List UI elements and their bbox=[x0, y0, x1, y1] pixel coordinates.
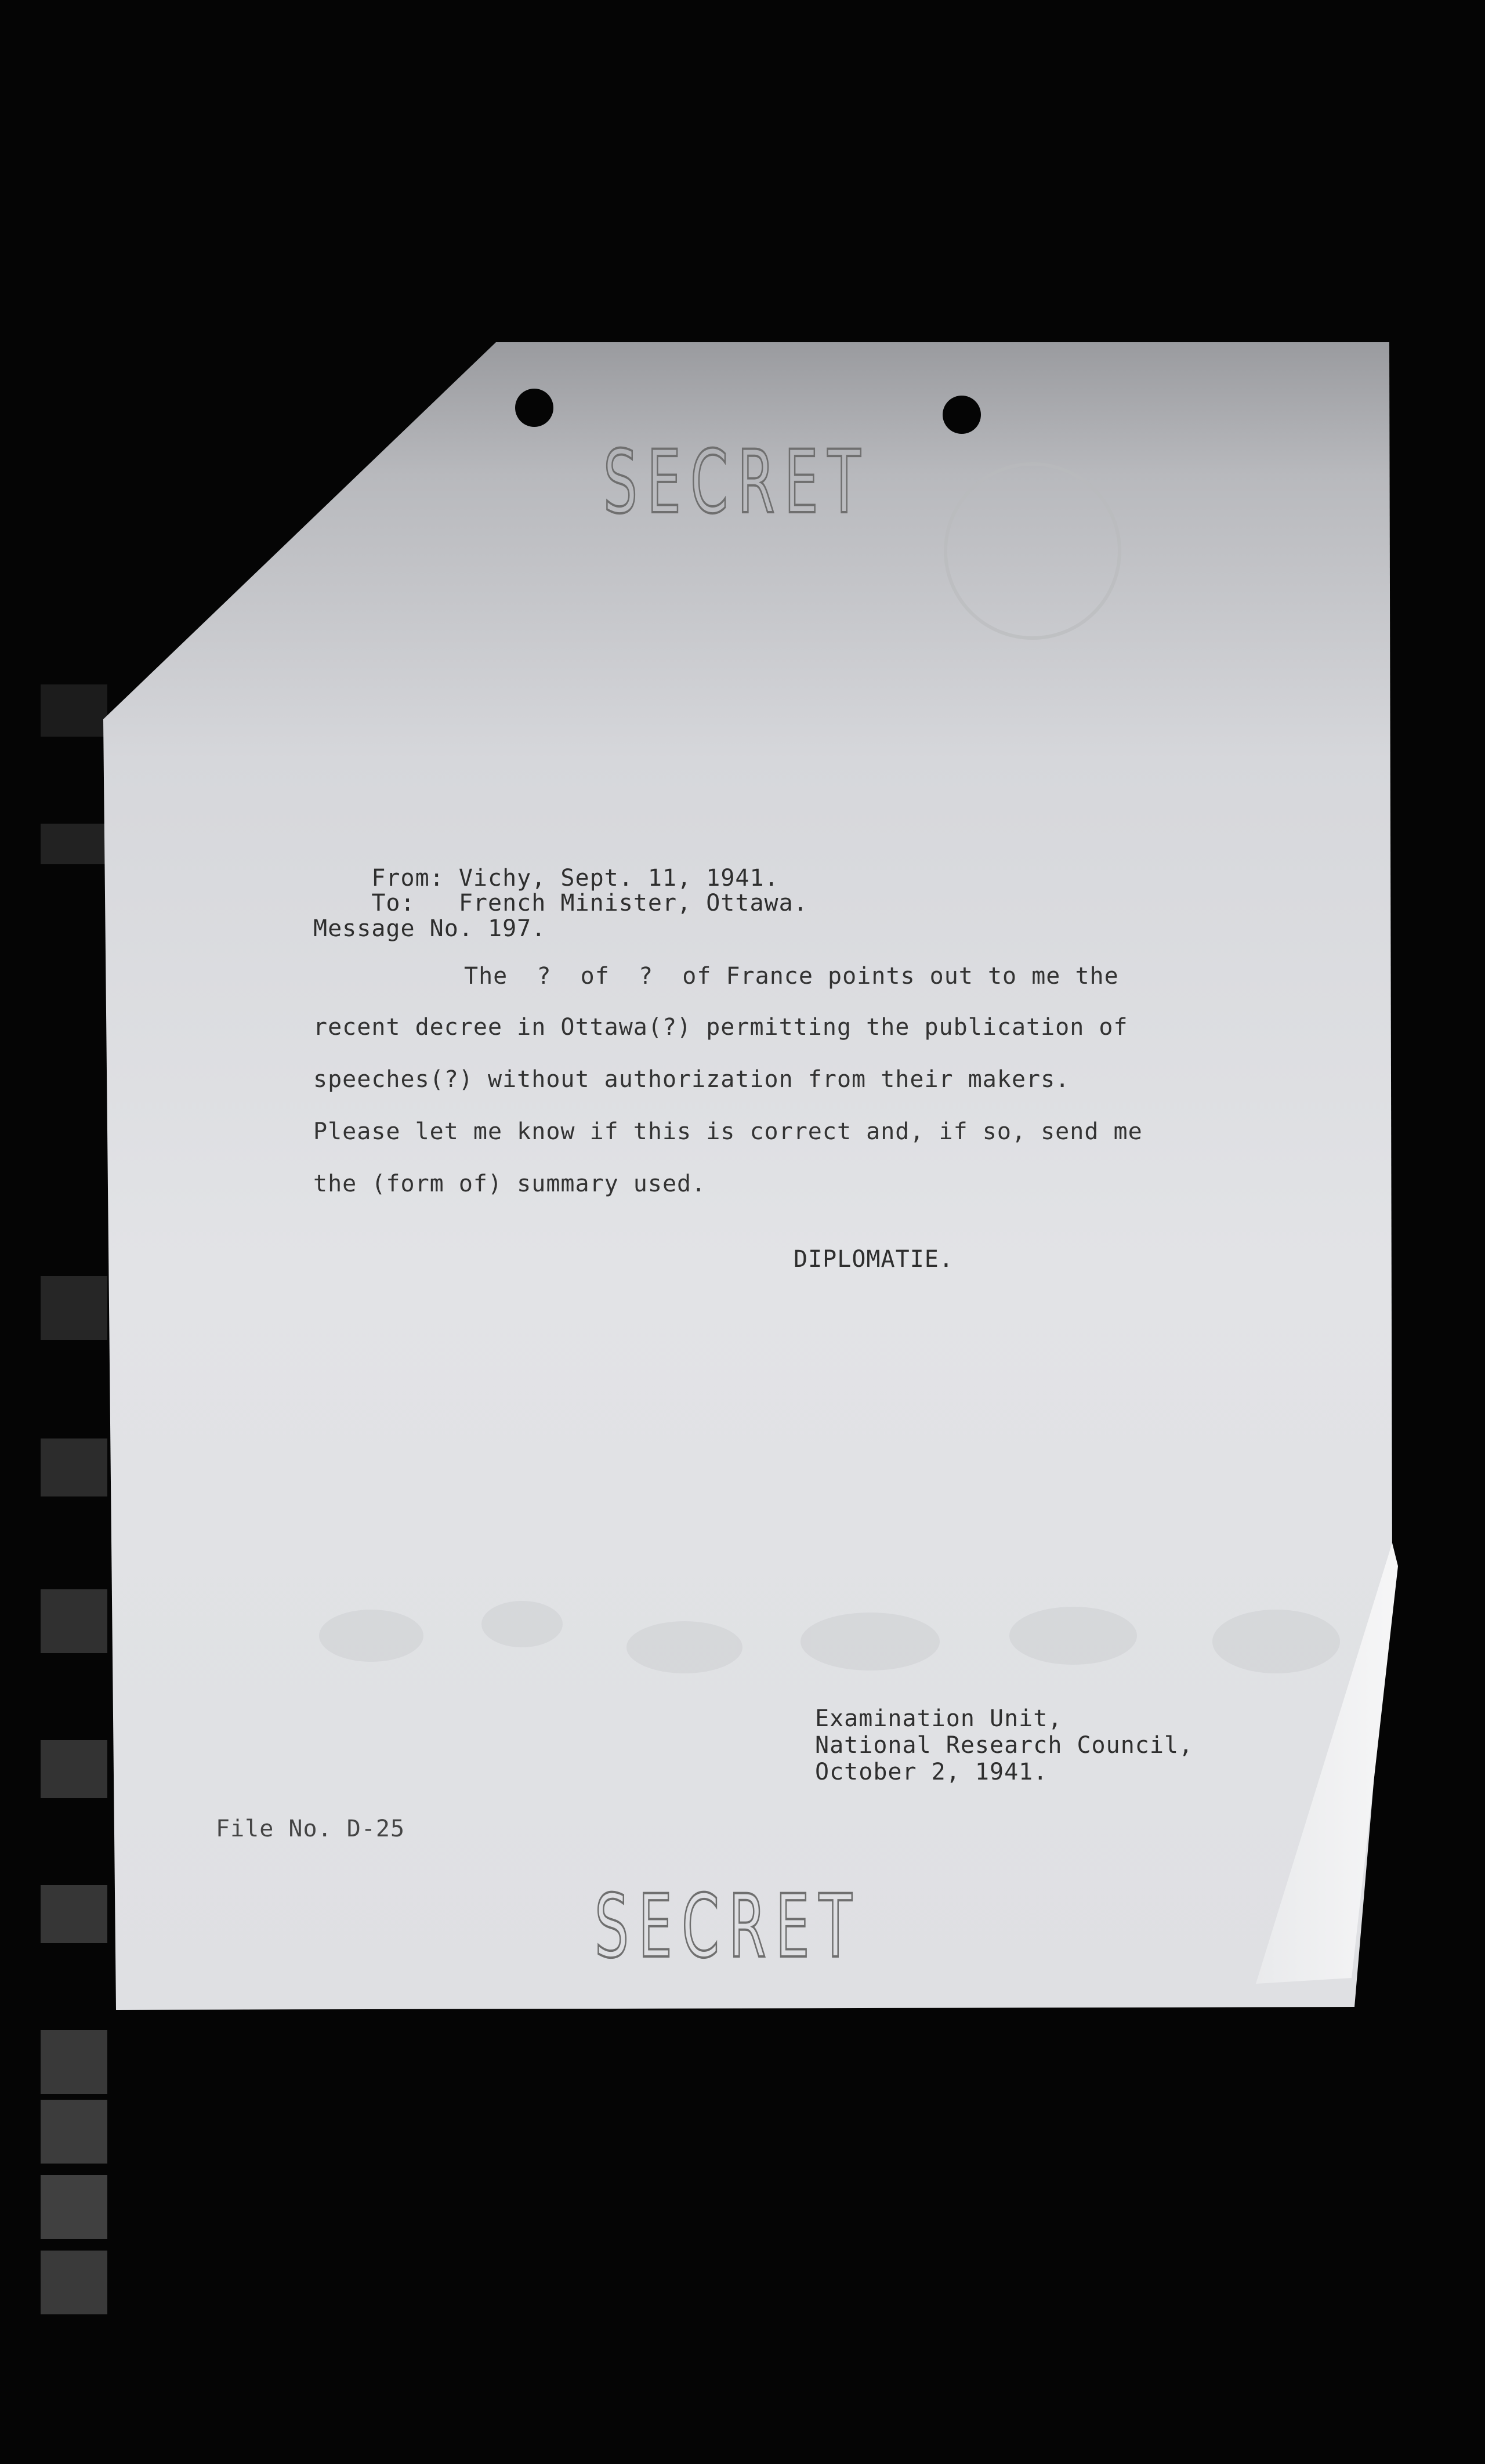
sheet-body bbox=[103, 342, 1392, 2010]
to-value: French Minister, Ottawa. bbox=[458, 890, 808, 916]
from-label: From: bbox=[371, 865, 444, 892]
unit-line: Examination Unit, bbox=[815, 1705, 1063, 1732]
body-line: the (form of) summary used. bbox=[313, 1171, 707, 1197]
secret-stamp-top: SECRET bbox=[603, 432, 870, 533]
unit-line: National Research Council, bbox=[815, 1732, 1194, 1759]
to-label: To: bbox=[371, 890, 415, 916]
punch-hole-left bbox=[515, 389, 553, 427]
from-value: Vichy, Sept. 11, 1941. bbox=[458, 865, 779, 892]
body-line: Please let me know if this is correct and, if so, send me bbox=[313, 1118, 1143, 1145]
file-number: File No. D-25 bbox=[216, 1816, 405, 1842]
message-number: Message No. 197. bbox=[313, 915, 546, 942]
body-line: speeches(?) without authorization from their makers. bbox=[313, 1066, 1070, 1093]
signature: DIPLOMATIE. bbox=[794, 1246, 954, 1273]
body-line: The ? of ? of France points out to me the bbox=[464, 963, 1119, 990]
body-line: recent decree in Ottawa(?) permitting the publication of bbox=[313, 1014, 1128, 1041]
unit-line: October 2, 1941. bbox=[815, 1759, 1048, 1785]
punch-hole-right bbox=[943, 396, 981, 434]
secret-stamp-bottom: SECRET bbox=[595, 1876, 861, 1977]
